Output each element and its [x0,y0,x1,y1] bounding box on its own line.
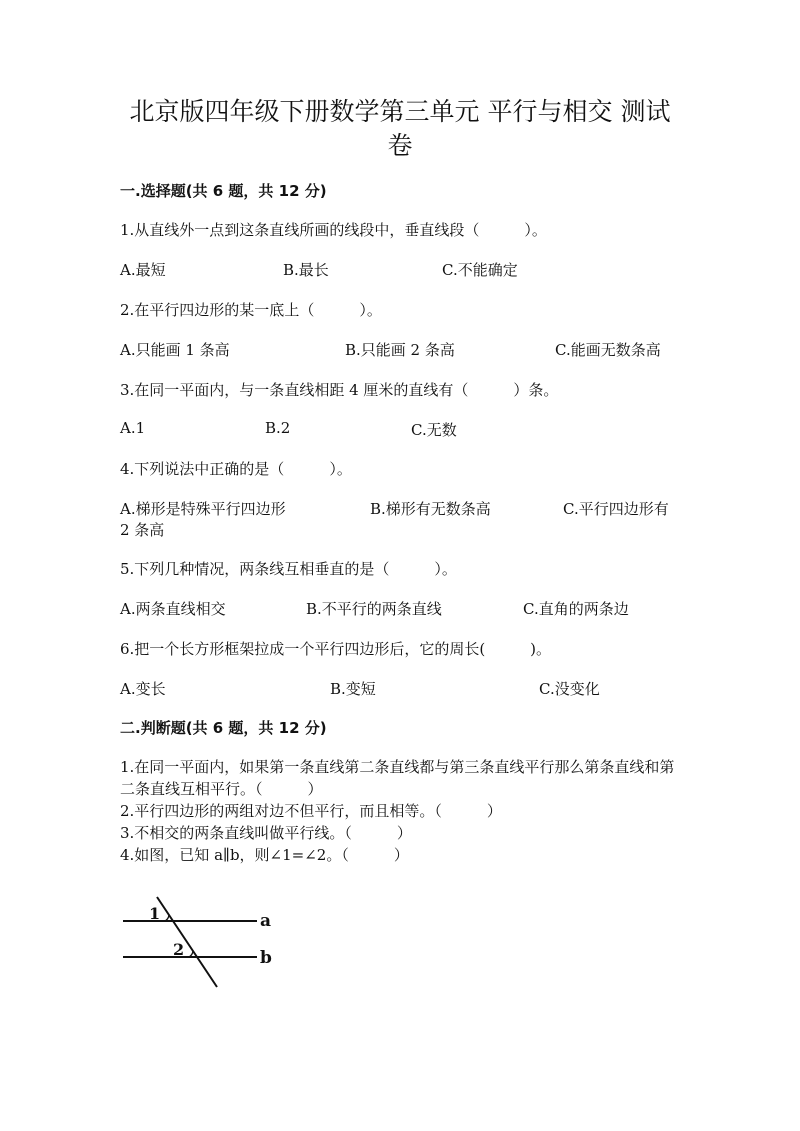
page-title [100,95,700,163]
section-heading-judge: 二.判断题(共 6 题，共 12 分) [120,719,327,737]
judge-question-1: 1.在同一平面内，如果第一条直线第二条直线都与第三条直线平行那么第条直线和第二条直线互相平行。（ ） [120,758,675,798]
choice-4-option-a: A.梯形是特殊平行四边形 [120,500,286,518]
choice-question-5: 5.下列几种情况，两条线互相垂直的是（ ）。 [120,560,457,578]
line-b-label: b [260,948,272,968]
parallel-lines-figure [115,895,285,995]
choice-2-option-a: A.只能画 1 条高 [120,341,230,359]
choice-4-option-c: C.平行四边形有 [563,500,669,518]
choice-6-option-c: C.没变化 [539,680,600,698]
choice-5-option-a: A.两条直线相交 [120,600,226,618]
transversal-line [157,897,217,987]
choice-2-option-b: B.只能画 2 条高 [345,341,455,359]
choice-5-option-b: B.不平行的两条直线 [306,600,442,618]
choice-question-1: 1.从直线外一点到这条直线所画的线段中，垂直线段（ ）。 [120,221,547,239]
choice-1-option-b: B.最长 [283,261,329,279]
title-line-1: 北京版四年级下册数学第三单元 平行与相交 测试 [129,97,671,126]
title-line-2: 卷 [387,131,413,160]
choice-4-option-c-continued: 2 条高 [120,521,165,539]
judge-question-4: 4.如图，已知 a∥b，则∠1=∠2。（ ） [120,846,409,864]
choice-6-option-b: B.变短 [330,680,376,698]
choice-3-option-a: A.1 [120,419,146,437]
choice-3-option-b: B.2 [265,419,291,437]
choice-4-option-b: B.梯形有无数条高 [370,500,491,518]
judge-question-2: 2.平行四边形的两组对边不但平行，而且相等。（ ） [120,802,502,820]
choice-1-option-a: A.最短 [120,261,166,279]
choice-question-4: 4.下列说法中正确的是（ ）。 [120,460,352,478]
choice-question-2: 2.在平行四边形的某一底上（ ）。 [120,301,382,319]
choice-2-option-c: C.能画无数条高 [555,341,661,359]
choice-question-6: 6.把一个长方形框架拉成一个平行四边形后，它的周长( )。 [120,640,552,658]
choice-question-3: 3.在同一平面内，与一条直线相距 4 厘米的直线有（ ）条。 [120,381,559,399]
choice-3-option-c: C.无数 [411,421,457,439]
choice-1-option-c: C.不能确定 [442,261,518,279]
choice-5-option-c: C.直角的两条边 [523,600,629,618]
judge-question-3: 3.不相交的两条直线叫做平行线。（ ） [120,824,412,842]
section-heading-choice: 一.选择题(共 6 题，共 12 分) [120,182,327,200]
angle-1-label: 1 [149,904,161,923]
angle-2-label: 2 [173,940,185,959]
line-a-label: a [260,911,272,931]
choice-6-option-a: A.变长 [120,680,166,698]
